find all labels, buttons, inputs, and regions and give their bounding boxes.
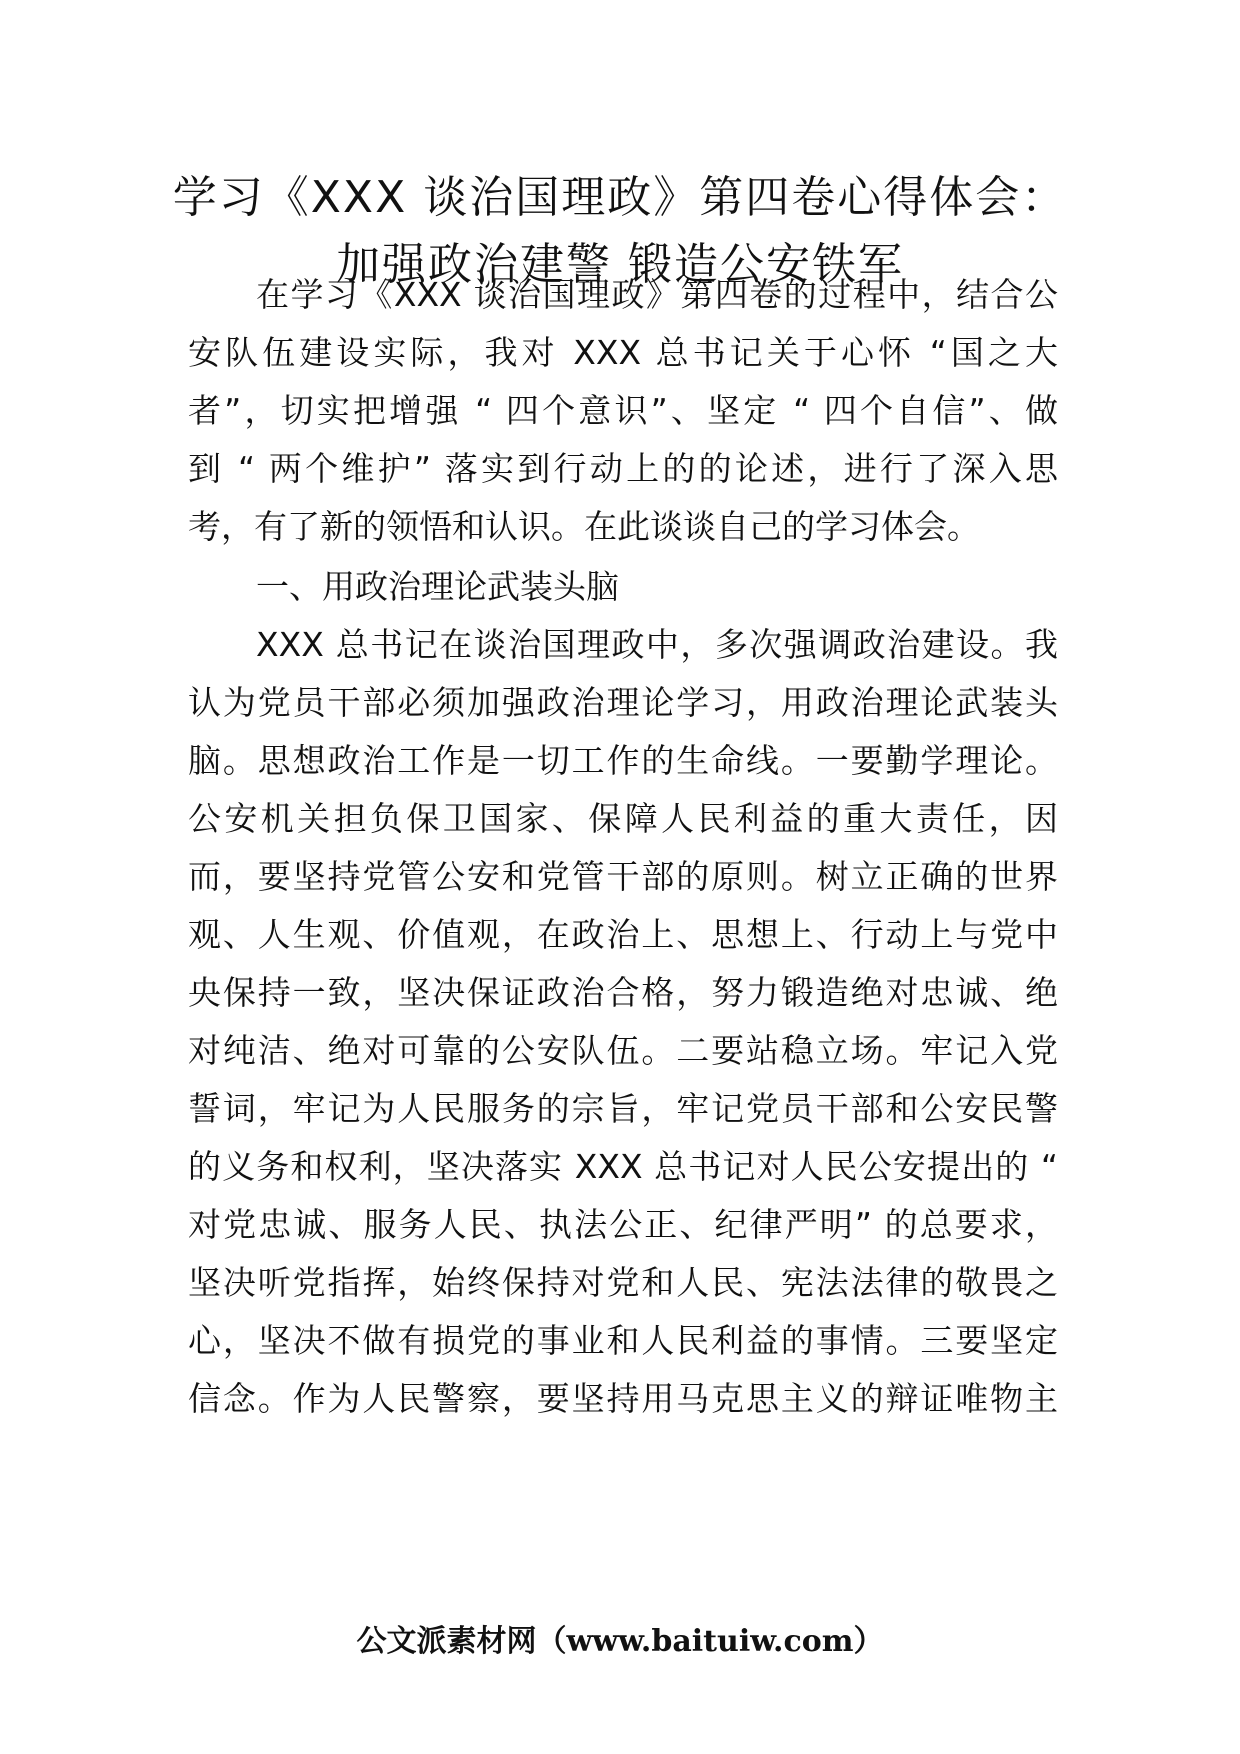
paragraph-2-line-5: 而，要坚持党管公安和党管干部的原则。树立正确的世界 <box>188 857 1058 896</box>
document-title-line-1: 学习《XXX 谈治国理政》第四卷心得体会： <box>172 172 1068 223</box>
paragraph-2-line-12: 坚决听党指挥，始终保持对党和人民、宪法法律的敬畏之 <box>188 1263 1058 1302</box>
paragraph-2-line-4: 公安机关担负保卫国家、保障人民利益的重大责任，因 <box>188 799 1058 838</box>
section-heading-1: 一、用政治理论武装头脑 <box>256 567 619 606</box>
footer-watermark: 公文派素材网（www.baituiw.com） <box>356 1624 884 1659</box>
paragraph-2-line-11: 对党忠诚、服务人民、执法公正、纪律严明” 的总要求， <box>188 1205 1058 1244</box>
paragraph-2-line-14: 信念。作为人民警察，要坚持用马克思主义的辩证唯物主 <box>188 1379 1058 1418</box>
paragraph-2-line-3: 脑。思想政治工作是一切工作的生命线。一要勤学理论。 <box>188 741 1058 780</box>
paragraph-1-line-3: 者”，切实把增强 “ 四个意识”、坚定 “ 四个自信”、做 <box>188 391 1058 430</box>
paragraph-2-line-8: 对纯洁、绝对可靠的公安队伍。二要站稳立场。牢记入党 <box>188 1031 1058 1070</box>
paragraph-2-line-1: XXX 总书记在谈治国理政中，多次强调政治建设。我 <box>256 625 1058 664</box>
paragraph-2-line-6: 观、人生观、价值观，在政治上、思想上、行动上与党中 <box>188 915 1058 954</box>
paragraph-2-line-2: 认为党员干部必须加强政治理论学习，用政治理论武装头 <box>188 683 1058 722</box>
paragraph-2-line-10: 的义务和权利，坚决落实 XXX 总书记对人民公安提出的 “ <box>188 1147 1058 1186</box>
paragraph-1-line-2: 安队伍建设实际，我对 XXX 总书记关于心怀 “国之大 <box>188 333 1058 372</box>
paragraph-1-line-1: 在学习《XXX 谈治国理政》第四卷的过程中，结合公 <box>256 275 1058 314</box>
paragraph-2-line-7: 央保持一致，坚决保证政治合格，努力锻造绝对忠诚、绝 <box>188 973 1058 1012</box>
document-title-line-2: 加强政治建警 锻造公安铁军 <box>336 239 904 290</box>
paragraph-1-line-4: 到 “ 两个维护” 落实到行动上的的论述，进行了深入思 <box>188 449 1058 488</box>
paragraph-2-line-13: 心，坚决不做有损党的事业和人民利益的事情。三要坚定 <box>188 1321 1058 1360</box>
paragraph-1-line-5: 考，有了新的领悟和认识。在此谈谈自己的学习体会。 <box>188 507 980 546</box>
paragraph-2-line-9: 誓词，牢记为人民服务的宗旨，牢记党员干部和公安民警 <box>188 1089 1058 1128</box>
